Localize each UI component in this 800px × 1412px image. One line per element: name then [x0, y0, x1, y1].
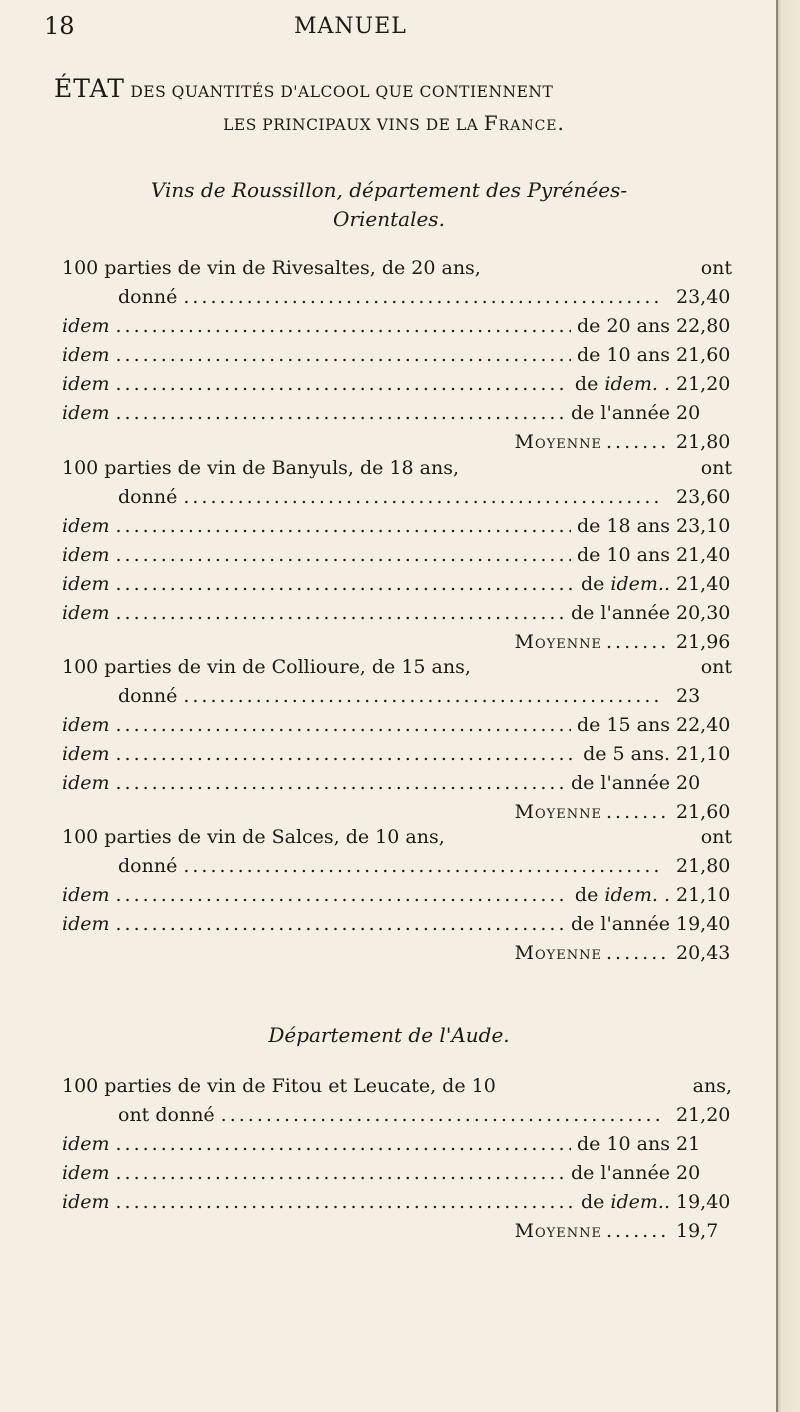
average-value: 19,7 [676, 1220, 719, 1242]
row-label: idem [62, 743, 110, 765]
row-spec [571, 1159, 670, 1188]
leader-dots [183, 283, 664, 312]
table-row [62, 312, 732, 341]
table-row [62, 341, 732, 370]
average-value: 21,96 [676, 631, 731, 653]
book-page [44, 0, 734, 1412]
average-label: Moyenne [514, 431, 602, 453]
average-label: Moyenne [514, 942, 602, 964]
table-row [62, 541, 732, 570]
leader-dots [116, 599, 565, 628]
row-label: idem [62, 602, 110, 624]
leader-dots [116, 769, 565, 798]
average-value: 21,80 [676, 431, 731, 453]
row-value: 20 [676, 402, 701, 424]
row-value: 19,40 [676, 913, 731, 935]
entry-head [62, 823, 732, 852]
entry-head-text: 100 parties de vin de Banyuls, de 18 ans, [62, 457, 460, 479]
leader-dots [183, 483, 664, 512]
first-row-value: 23 [676, 685, 701, 707]
section-heading-roussillon [44, 176, 734, 234]
average-value: 21,60 [676, 801, 731, 823]
row-spec [583, 740, 670, 769]
table-row [62, 1159, 732, 1188]
leader-dots [116, 341, 572, 370]
row-spec-text: de 5 ans. [583, 743, 670, 765]
row-spec-text: de [574, 884, 599, 906]
average-label: Moyenne [514, 631, 602, 653]
running-head [44, 8, 734, 44]
row-spec [577, 341, 670, 370]
table-row [62, 370, 732, 399]
entry-head-text: 100 parties de vin de Fitou et Leucate, de 10 [62, 1075, 496, 1097]
running-title: MANUEL [294, 14, 407, 39]
first-row-value: 23,40 [676, 286, 731, 308]
table-row [62, 881, 732, 910]
leader-dots [116, 1130, 572, 1159]
row-spec-text: de 10 ans [577, 544, 670, 566]
first-row [62, 682, 732, 711]
table-row [62, 910, 732, 939]
entry-rivesaltes [62, 254, 732, 457]
leader-dots [116, 312, 572, 341]
leader-dots [116, 541, 572, 570]
row-label: idem [62, 344, 110, 366]
row-spec-text: de 10 ans [577, 344, 670, 366]
row-spec-text: de [580, 573, 605, 595]
entry-banyuls [62, 454, 732, 657]
entry-head-end: ont [700, 826, 732, 848]
table-row [62, 1130, 732, 1159]
entry-head-text: 100 parties de vin de Collioure, de 15 ans, [62, 656, 471, 678]
first-row [62, 1101, 732, 1130]
first-row-label: donné [118, 685, 178, 707]
title-line-2-start: LES PRINCIPAUX VINS DE LA [223, 116, 479, 134]
first-row [62, 852, 732, 881]
row-label: idem [62, 772, 110, 794]
row-label: idem [62, 573, 110, 595]
row-label: idem [62, 515, 110, 537]
row-spec-text: de l'année [570, 1162, 670, 1184]
row-value: 21,40 [676, 544, 731, 566]
leader-dots [116, 1188, 575, 1217]
row-spec-text: de 18 ans [577, 515, 670, 537]
entry-head-end: ont [700, 257, 732, 279]
leader-dots [116, 711, 572, 740]
entry-head-end: ont [700, 457, 732, 479]
page-number: 18 [44, 12, 75, 40]
leader-dots [183, 682, 664, 711]
row-spec [571, 599, 670, 628]
entry-head-end: ans, [692, 1075, 732, 1097]
leader-dots [116, 1159, 565, 1188]
leader-dots [116, 881, 569, 910]
row-spec-text: de [580, 1191, 605, 1213]
row-spec [575, 881, 670, 910]
average-value: 20,43 [676, 942, 731, 964]
row-value: 21,10 [676, 884, 731, 906]
entry-head-text: 100 parties de vin de Salces, de 10 ans, [62, 826, 445, 848]
row-spec-text: de [574, 373, 599, 395]
title-line-1 [54, 74, 554, 103]
row-label: idem [62, 1133, 110, 1155]
title-word-etat: ÉTAT [54, 74, 125, 103]
row-spec [581, 1188, 670, 1217]
row-label: idem [62, 1191, 110, 1213]
row-spec-italic: idem.. [610, 573, 670, 595]
row-spec [577, 541, 670, 570]
leader-dots [116, 570, 575, 599]
entry-head-end: ont [700, 656, 732, 678]
average-label: Moyenne [514, 801, 602, 823]
section-heading-line-2: Orientales. [333, 207, 445, 231]
title-line-2 [54, 111, 734, 135]
table-row [62, 1188, 732, 1217]
row-label: idem [62, 402, 110, 424]
row-label: idem [62, 714, 110, 736]
row-spec-text: de l'année [570, 402, 670, 424]
entry-head [62, 454, 732, 483]
table-row [62, 769, 732, 798]
row-spec-text: de 10 ans [577, 1133, 670, 1155]
entry-collioure [62, 653, 732, 827]
leader-dots [116, 399, 565, 428]
row-label: idem [62, 884, 110, 906]
leader-dots [606, 1217, 666, 1246]
row-spec [581, 570, 670, 599]
leader-dots [116, 512, 572, 541]
row-value: 21,20 [676, 373, 731, 395]
average-row [62, 1217, 732, 1246]
leader-dots [606, 939, 666, 968]
table-row [62, 711, 732, 740]
first-row-label: donné [118, 486, 178, 508]
table-row [62, 399, 732, 428]
leader-dots [183, 852, 664, 881]
row-value: 23,10 [676, 515, 731, 537]
first-row [62, 483, 732, 512]
row-spec-italic: idem. . [604, 884, 670, 906]
row-value: 20 [676, 772, 701, 794]
table-row [62, 740, 732, 769]
first-row-value: 21,80 [676, 855, 731, 877]
row-spec-italic: idem. . [604, 373, 670, 395]
row-label: idem [62, 373, 110, 395]
row-value: 21 [676, 1133, 701, 1155]
average-row [62, 939, 732, 968]
row-spec [577, 1130, 670, 1159]
row-value: 21,10 [676, 743, 731, 765]
first-row-label: ont donné [118, 1104, 215, 1126]
table-row [62, 512, 732, 541]
entry-head [62, 653, 732, 682]
row-label: idem [62, 913, 110, 935]
row-value: 21,60 [676, 344, 731, 366]
row-value: 20,30 [676, 602, 731, 624]
average-row [62, 428, 732, 457]
leader-dots [116, 910, 565, 939]
section-heading-line-1: Vins de Roussillon, département des Pyrénées- [150, 178, 628, 202]
row-spec-text: de l'année [570, 602, 670, 624]
row-label: idem [62, 315, 110, 337]
entry-salces [62, 823, 732, 968]
row-value: 21,40 [676, 573, 731, 595]
leader-dots [606, 428, 666, 457]
leader-dots [221, 1101, 664, 1130]
row-spec [577, 312, 670, 341]
first-row-label: donné [118, 855, 178, 877]
row-spec [571, 399, 670, 428]
average-label: Moyenne [514, 1220, 602, 1242]
table-title [54, 74, 734, 135]
entry-fitou-leucate [62, 1072, 732, 1246]
title-word-france: France. [483, 111, 565, 135]
row-spec [571, 910, 670, 939]
row-spec-text: de 20 ans [577, 315, 670, 337]
row-spec [577, 711, 670, 740]
row-value: 19,40 [676, 1191, 731, 1213]
section-heading-line-1: Département de l'Aude. [268, 1023, 510, 1047]
row-spec [577, 512, 670, 541]
row-spec-text: de l'année [570, 772, 670, 794]
row-value: 22,80 [676, 315, 731, 337]
table-row [62, 570, 732, 599]
first-row-value: 23,60 [676, 486, 731, 508]
table-row [62, 599, 732, 628]
row-spec [575, 370, 670, 399]
row-spec-italic: idem.. [610, 1191, 670, 1213]
row-label: idem [62, 1162, 110, 1184]
first-row-value: 21,20 [676, 1104, 731, 1126]
title-line-1-rest: DES QUANTITÉS D'ALCOOL QUE CONTIENNENT [130, 83, 554, 101]
page-edge [776, 0, 800, 1412]
entry-head [62, 254, 732, 283]
section-heading-aude [44, 1021, 734, 1050]
row-spec-text: de l'année [570, 913, 670, 935]
first-row-label: donné [118, 286, 178, 308]
row-value: 22,40 [676, 714, 731, 736]
row-spec-text: de 15 ans [577, 714, 670, 736]
leader-dots [116, 740, 578, 769]
row-value: 20 [676, 1162, 701, 1184]
leader-dots [116, 370, 569, 399]
row-label: idem [62, 544, 110, 566]
entry-head [62, 1072, 732, 1101]
entry-head-text: 100 parties de vin de Rivesaltes, de 20 ans, [62, 257, 481, 279]
first-row [62, 283, 732, 312]
row-spec [571, 769, 670, 798]
